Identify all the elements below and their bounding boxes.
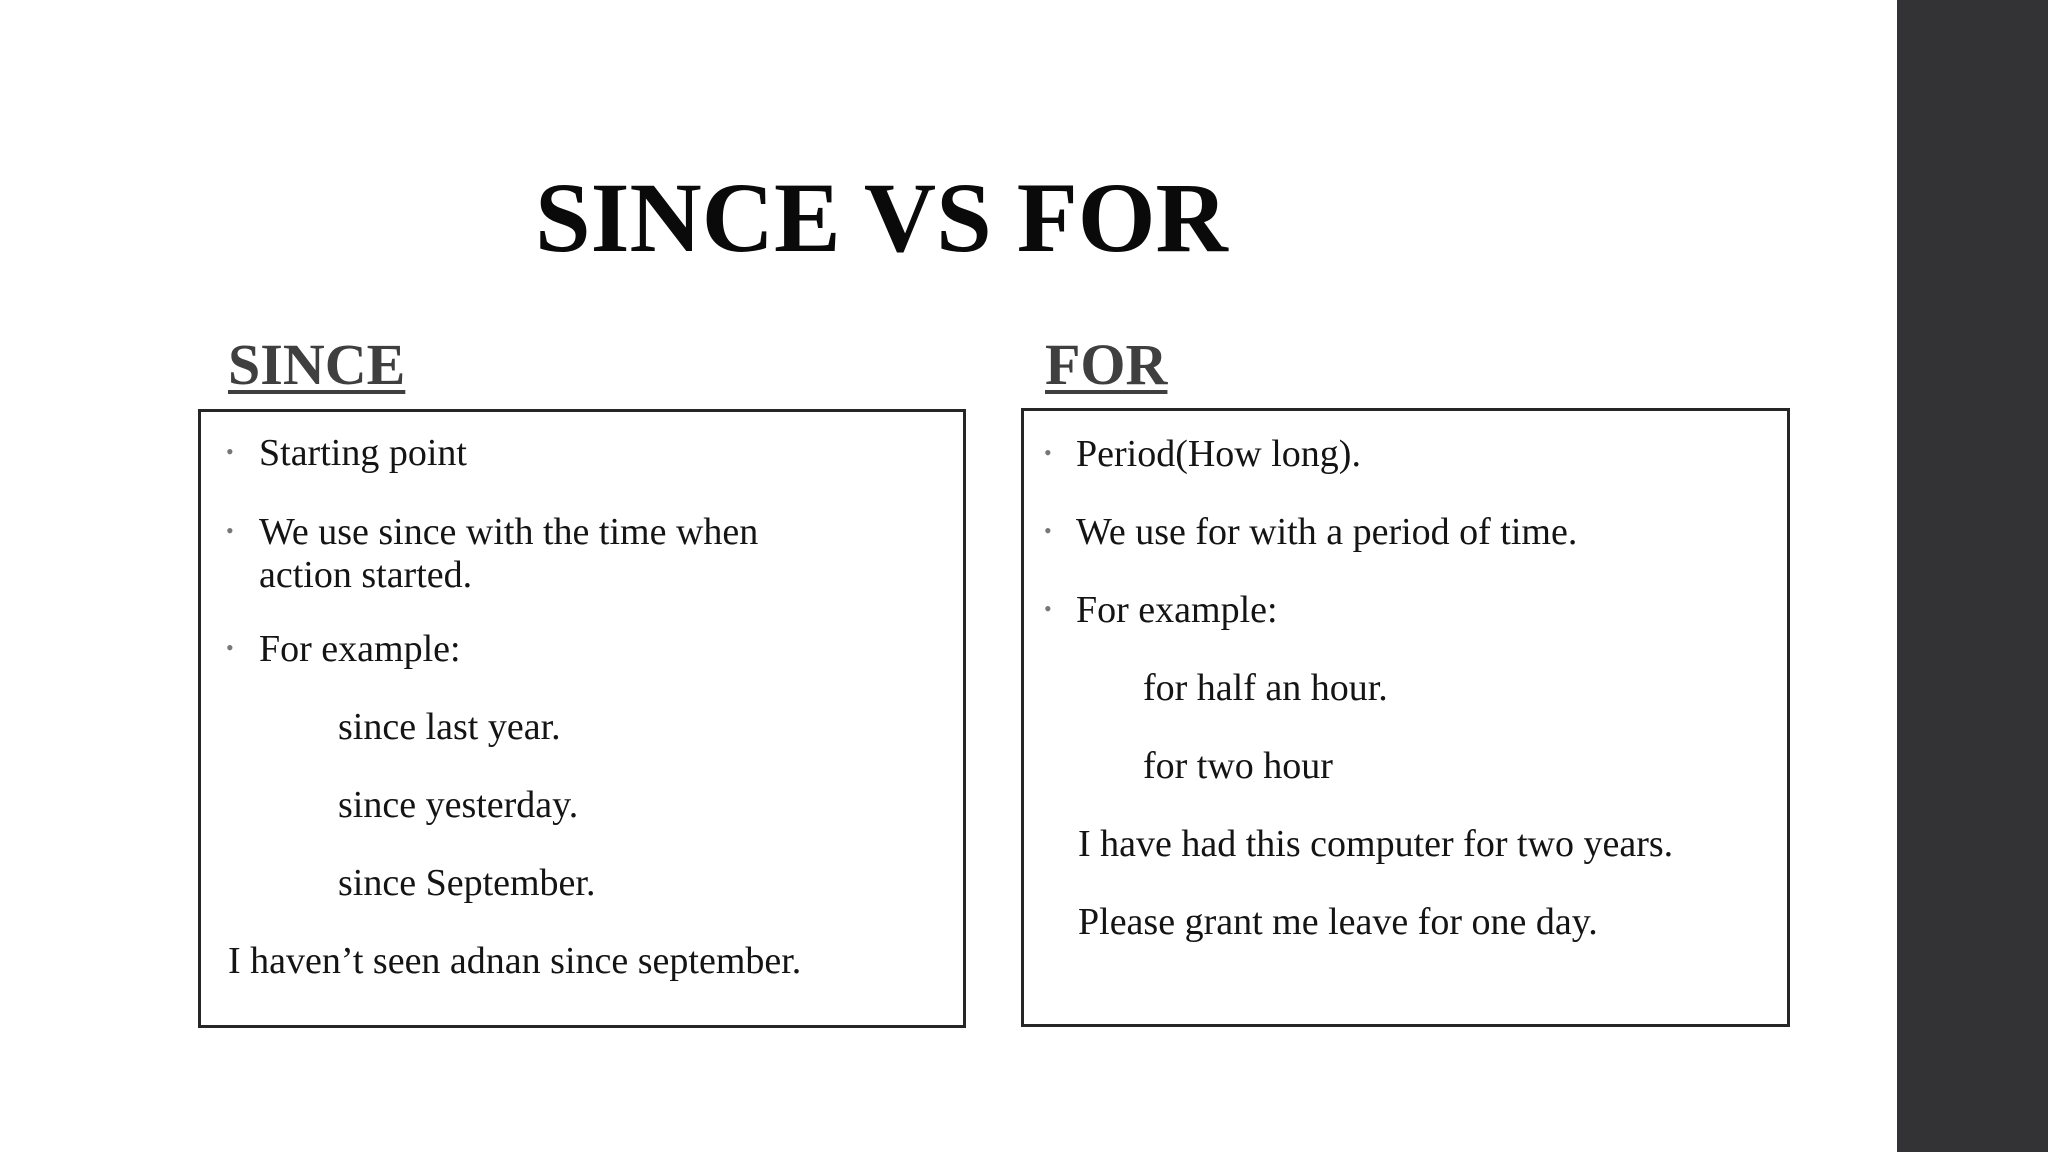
for-sentence-1: I have had this computer for two years. (1078, 823, 1674, 865)
bullet-icon: • (1044, 596, 1052, 621)
since-box (198, 409, 966, 1028)
sidebar-accent (1897, 0, 2048, 1152)
since-bullet-2-cont: action started. (259, 554, 473, 596)
for-bullet-3: For example: (1076, 589, 1278, 631)
for-bullet-2: We use for with a period of time. (1076, 511, 1578, 553)
for-sentence-2: Please grant me leave for one day. (1078, 901, 1598, 943)
for-heading: FOR (1045, 332, 1168, 397)
since-bullet-3: For example: (259, 628, 461, 670)
for-bullet-1: Period(How long). (1076, 433, 1361, 475)
since-example-2: since yesterday. (338, 784, 579, 826)
since-heading: SINCE (228, 332, 406, 397)
bullet-icon: • (1044, 440, 1052, 465)
since-bullet-2: We use since with the time when (259, 511, 759, 553)
since-example-3: since September. (338, 862, 596, 904)
for-example-1: for half an hour. (1143, 667, 1388, 709)
since-example-1: since last year. (338, 706, 561, 748)
bullet-icon: • (226, 635, 234, 660)
since-bullet-1: Starting point (259, 432, 467, 474)
bullet-icon: • (1044, 518, 1052, 543)
since-sentence: I haven’t seen adnan since september. (228, 940, 802, 982)
slide-title: SINCE VS FOR (535, 162, 1228, 273)
bullet-icon: • (226, 439, 234, 464)
bullet-icon: • (226, 518, 234, 543)
for-example-2: for two hour (1143, 745, 1333, 787)
